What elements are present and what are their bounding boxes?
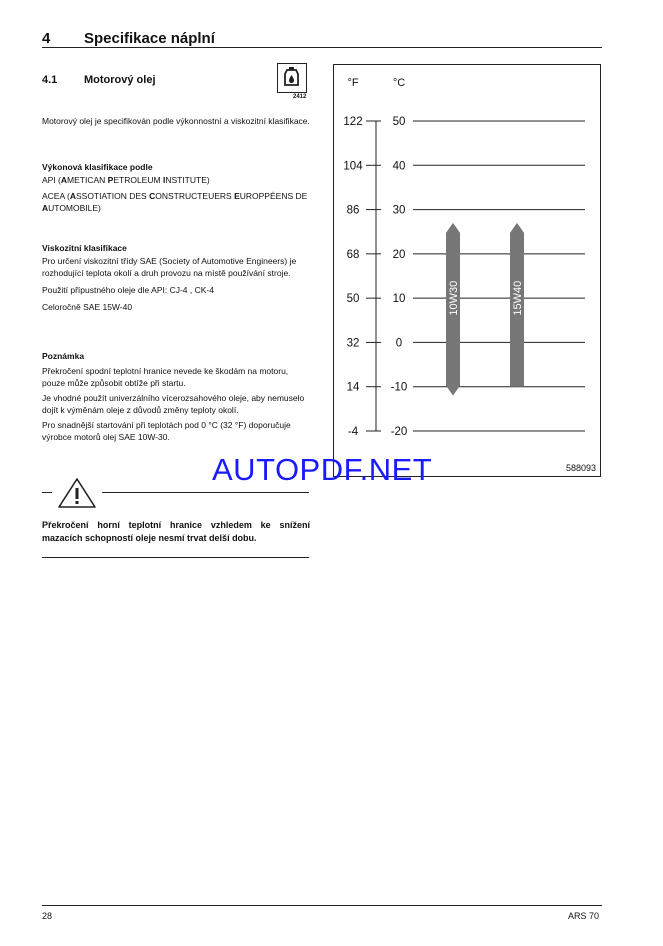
tick-label-f: 50 — [346, 293, 360, 306]
viscosity-p1: Pro určení viskozitní třídy SAE (Society of Automotive Engineers) je rozhodující teplota okolí a druh provozu na místě používání stroje. — [42, 256, 297, 278]
warning-rule-right — [102, 492, 309, 493]
tick-label-f: 122 — [343, 116, 363, 128]
warning-triangle-icon — [56, 476, 98, 515]
section-title: Motorový olej — [84, 74, 156, 86]
footer-divider — [42, 905, 602, 906]
viscosity-chart — [333, 64, 601, 477]
api-line: API (AMETICAN PETROLEUM INSTITUTE) — [42, 175, 210, 185]
figure-code: 588093 — [566, 463, 597, 473]
tick-label-c: -20 — [390, 426, 408, 438]
model-name: ARS 70 — [568, 911, 600, 921]
tick-label-c: 40 — [392, 160, 406, 173]
tick-label-f: 86 — [346, 204, 360, 217]
performance-block — [42, 161, 310, 214]
chart-canvas — [334, 65, 600, 476]
engine-oil-icon — [277, 63, 307, 93]
note-p1: Překročení spodní teplotní hranice nevede ke škodám na motoru, pouze může způsobit obtíže při startu. — [42, 366, 289, 388]
viscosity-p2: Použití přípustného oleje dle API: CJ-4 , CK-4 — [42, 285, 214, 295]
tick-label-f: -4 — [347, 426, 359, 438]
tick-label-c: 0 — [395, 337, 403, 350]
tick-label-c: 50 — [392, 116, 406, 128]
chapter-number: 4 — [42, 30, 51, 47]
warning-text: Překročení horní teplotní hranice vzhledem ke snížení mazacích schopností oleje nesmí trvat delší dobu. — [42, 520, 310, 543]
tick-label-c: 20 — [392, 248, 406, 261]
tick-label-f: 104 — [343, 160, 363, 173]
tick-label-f: 32 — [346, 337, 360, 350]
performance-heading: Výkonová klasifikace podle — [42, 162, 153, 172]
axis-label-f: °F — [347, 77, 359, 89]
chapter-title: Specifikace náplní — [84, 30, 215, 47]
acea-line: ACEA (ASSOTIATION DES CONSTRUCTEUERS EUROPPÉENS DE AUTOMOBILE) — [42, 191, 308, 213]
viscosity-block — [42, 242, 310, 313]
watermark: AUTOPDF.NET — [212, 452, 433, 487]
note-heading: Poznámka — [42, 351, 85, 361]
header-divider — [42, 47, 602, 48]
note-block — [42, 350, 310, 443]
intro-text: Motorový olej je specifikován podle výkonnostní a viskozitní klasifikace. — [42, 116, 310, 126]
bar-label-10W30: 10W30 — [448, 280, 460, 316]
viscosity-p3: Celoročně SAE 15W-40 — [42, 302, 133, 312]
warning-rule-left — [42, 492, 52, 493]
viscosity-heading: Viskozitní klasifikace — [42, 243, 127, 253]
icon-code: 2412 — [293, 94, 307, 100]
tick-label-c: 10 — [392, 293, 406, 306]
axis-label-c: °C — [392, 77, 406, 89]
page-number: 28 — [42, 911, 53, 921]
warning-rule-bottom — [42, 557, 309, 558]
note-p3: Pro snadnější startování při teplotách pod 0 °C (32 °F) doporučuje výrobce motorů olej SAE 10W-30. — [42, 420, 291, 442]
tick-label-f: 68 — [346, 248, 360, 261]
tick-label-f: 14 — [346, 381, 360, 394]
note-p2: Je vhodné použít univerzálního vícerozsahového oleje, aby nemuselo dojít k výměnám oleje z důvodů změny teploty okolí. — [42, 393, 305, 415]
tick-label-c: -10 — [390, 381, 408, 394]
tick-label-c: 30 — [392, 204, 406, 217]
section-number: 4.1 — [42, 74, 58, 86]
bar-label-15W40: 15W40 — [512, 280, 524, 316]
